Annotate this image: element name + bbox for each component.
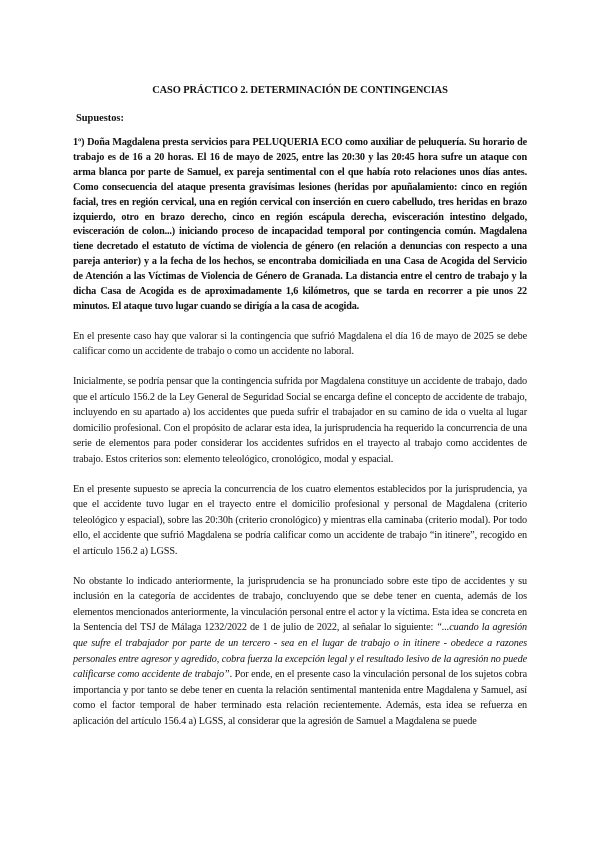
paragraph-4 xyxy=(73,574,527,730)
section-subtitle: Supuestos: xyxy=(76,113,124,124)
case-statement: 1º) Doña Magdalena presta servicios para PELUQUERIA ECO como auxiliar de peluquería. Su horario de trabajo es de 16 a 20 horas. El 16 de mayo de 2025, entre las 20:30 y las 20:45 hora sufre un ataque con arma blanca por parte de Samuel, ex pareja sentimental con el que había roto relaciones unos días antes. Como consecuencia del ataque presenta gravísimas lesiones (heridas por apuñalamiento: cinco en región facial, tres en región cervical, una en región cervical con inserción en cuero cabelludo, tres heridas en brazo izquierdo, otro en brazo derecho, cinco en región escápula derecha, evisceración intestino delgado, evisceración de colon...) iniciando proceso de incapacidad temporal por contingencia común. Magdalena tiene decretado el estatuto de víctima de violencia de género (en relación a denuncias con respecto a una pareja anterior) y a la fecha de los hechos, se encontraba domiciliada en una Casa de Acogida del Servicio de Atención a las Víctimas de Violencia de Género de Granada. La distancia entre el centro de trabajo y la dicha Casa de Acogida es de aproximadamente 1,6 kilómetros, que se tarda en recorrer a pie unos 22 minutos. El ataque tuvo lugar cuando se dirigía a la casa de acogida. xyxy=(73,137,527,312)
paragraph-1: En el presente caso hay que valorar si la contingencia que sufrió Magdalena el día 16 de mayo de 2025 se debe calificar como un accidente de trabajo o como un accidente no laboral. xyxy=(73,330,527,358)
page-title: CASO PRÁCTICO 2. DETERMINACIÓN DE CONTINGENCIAS xyxy=(152,85,448,96)
paragraph-2: Inicialmente, se podría pensar que la contingencia sufrida por Magdalena constituye un accidente de trabajo, dado que el artículo 156.2 de la Ley General de Seguridad Social se encarga define el concepto de accidente de trabajo, incluyendo en su apartado a) los accidentes que pueda sufrir el trabajador en su camino de ida o vuelta al lugar domicilio profesional. Con el propósito de aclarar esta idea, la jurisprudencia ha requerido la concurrencia de una serie de elementos para poder considerar los accidentes sufridos en el trayecto al trabajo como accidentes de trabajo. Estos criterios son: elemento teleológico, cronológico, modal y espacial. xyxy=(73,376,527,466)
paragraph-3: En el presente supuesto se aprecia la concurrencia de los cuatro elementos establecidos por la jurisprudencia, ya que el accidente tuvo lugar en el trayecto entre el domicilio profesional y personal de Magdalena (criterio teleológico y espacial), sobre las 20:30h (criterio cronológico) y mientras ella caminaba (criterio modal). Por todo ello, el accidente que sufrió Magdalena se podría calificar como un accidente de trabajo “in itinere”, recogido en el artículo 156.2 a) LGSS. xyxy=(73,483,527,557)
paragraph-4-start: No obstante lo indicado anteriormente, la jurisprudencia se ha pronunciado sobre este tipo de accidentes y su inclusión en la categoría de accidentes de trabajo, concluyendo que se debe tener en cuenta, además de los elementos mencionados anteriormente, la vinculación personal entre el actor y la víctima. Esta idea se concreta en la Sentencia del TSJ de Málaga 1232/2022 de 1 de julio de 2022, al señalar lo siguiente: xyxy=(73,575,527,634)
paragraph-4-end: . Por ende, en el presente caso la vinculación personal de los sujetos cobra importancia y por tanto se debe tener en cuenta la relación sentimental mantenida entre Magdalena y Samuel, así como el factor temporal de haber terminado esta relación recientemente. Además, esta idea se refuerza en aplicación del artículo 156.4 a) LGSS, al considerar que la agresión de Samuel a Magdalena se puede xyxy=(73,669,527,727)
court-quote: “...cuando la agresión que sufre el trabajador por parte de un tercero - sea en el lugar de trabajo o in itinere - obedece a razones personales entre agresor y agredido, cobra fuerza la excepción legal y el resultado lesivo de la agresión no puede calificarse como accidente de trabajo” xyxy=(73,622,527,681)
